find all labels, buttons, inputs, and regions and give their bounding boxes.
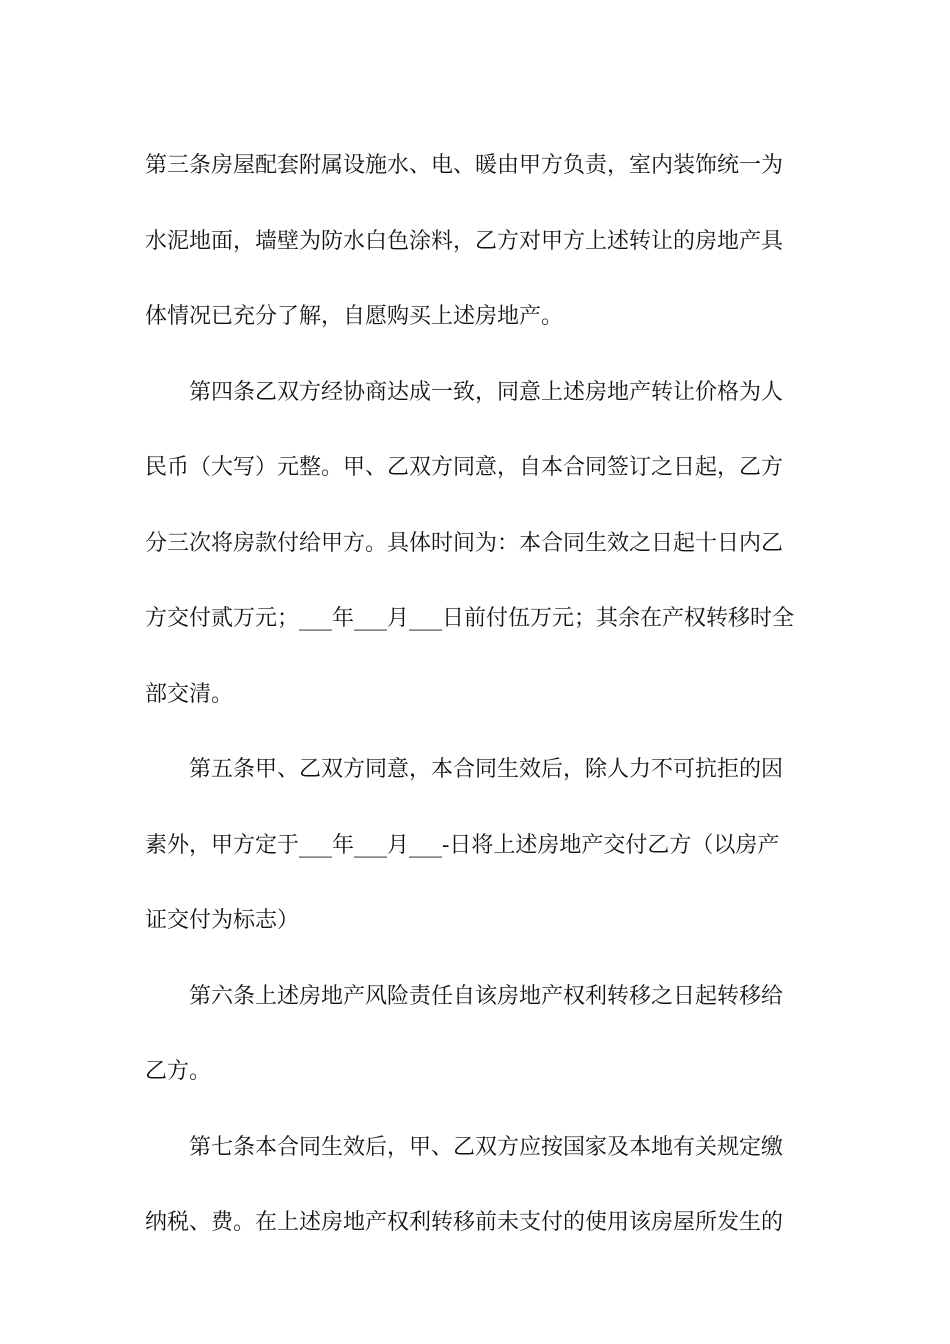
text-line: 素外，甲方定于___年___月___-日将上述房地产交付乙方（以房产: [145, 832, 780, 858]
text-line: 第七条本合同生效后，甲、乙双方应按国家及本地有关规定缴: [189, 1134, 784, 1160]
text-line: 水泥地面，墙壁为防水白色涂料，乙方对甲方上述转让的房地产具: [145, 228, 784, 254]
text-line: 第五条甲、乙双方同意，本合同生效后，除人力不可抗拒的因: [189, 757, 784, 782]
text-line: 第六条上述房地产风险责任自该房地产权利转移之日起转移给: [189, 983, 784, 1009]
contract-text: [145, 128, 825, 1261]
text-line: 体情况已充分了解，自愿购买上述房地产。: [145, 304, 564, 329]
text-line: 分三次将房款付给甲方。具体时间为：本合同生效之日起十日内乙: [145, 530, 784, 556]
text-line: 部交清。: [145, 681, 234, 707]
text-line: 证交付为标志）: [145, 908, 300, 933]
text-line: 民币（大写）元整。甲、乙双方同意，自本合同签订之日起，乙方: [145, 455, 784, 480]
text-line: 第三条房屋配套附属设施水、电、暖由甲方负责，室内装饰统一为: [145, 153, 784, 178]
text-line: 第四条乙双方经协商达成一致，同意上述房地产转让价格为人: [189, 379, 784, 405]
text-line: 方交付贰万元；___年___月___日前付伍万元；其余在产权转移时全: [145, 606, 795, 631]
text-line: 纳税、费。在上述房地产权利转移前未支付的使用该房屋所发生的: [145, 1210, 784, 1235]
text-line: 乙方。: [145, 1059, 212, 1084]
